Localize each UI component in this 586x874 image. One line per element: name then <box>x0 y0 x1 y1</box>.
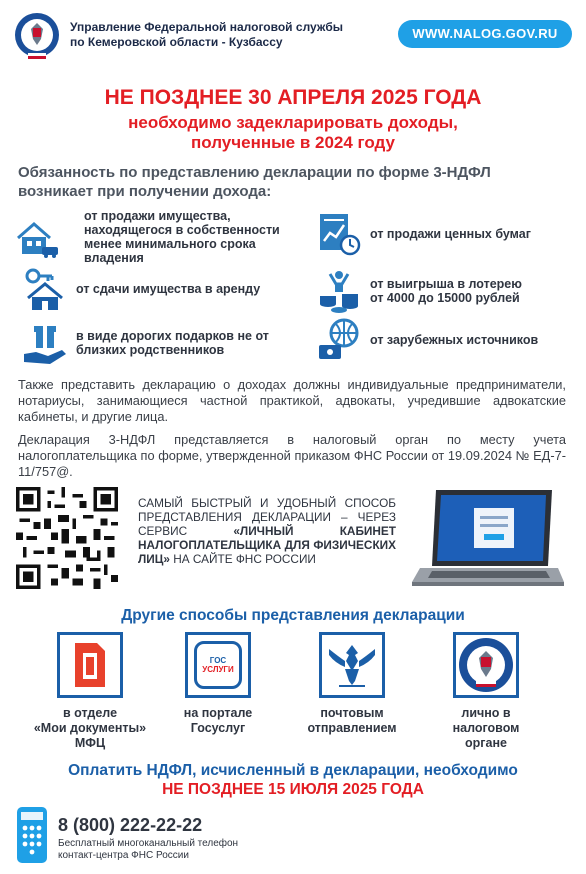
way-logo-box <box>185 632 251 698</box>
contact-phone[interactable]: 8 (800) 222-22-22 <box>58 815 203 835</box>
way-tax-office[interactable] <box>424 632 548 751</box>
gift-hand-icon <box>22 320 68 366</box>
way-label-line: органе <box>465 736 507 750</box>
site-link-button[interactable]: WWW.NALOG.GOV.RU <box>398 20 572 48</box>
income-text <box>370 277 522 305</box>
income-foreign <box>316 317 538 363</box>
income-text-line: от продажи ценных бумаг <box>370 227 531 241</box>
way-label <box>424 706 548 751</box>
income-text-line: от выигрыша в лотерею <box>370 277 522 291</box>
way-label-line: МФЦ <box>74 736 106 750</box>
form-paragraph: Декларация 3-НДФЛ представляется в налоговый орган по месту учета налогоплательщика по форме, утвержденной приказом ФНС России от 19.09.2024 № ЕД-7-11/757@. <box>18 432 566 479</box>
way-label-line: лично в <box>461 706 511 720</box>
way-label-line: на портале <box>183 706 253 720</box>
org-name-line: Управление Федеральной налоговой службы <box>70 20 344 34</box>
income-text-line: от продажи имущества, <box>84 209 231 223</box>
way-label-line: «Мои документы» <box>33 721 147 735</box>
income-securities <box>316 211 531 257</box>
duty-heading-line: Обязанность по представлению декларации по форме 3-НДФЛ <box>18 164 491 181</box>
gosuslugi-logo-text: УСЛУГИ <box>202 665 234 674</box>
way-label-line: почтовым <box>320 706 384 720</box>
income-text-line: менее минимального срока <box>84 237 256 251</box>
income-property-sale <box>14 209 280 265</box>
income-text-line: владения <box>84 251 144 265</box>
way-mfc[interactable] <box>28 632 152 751</box>
income-text <box>370 333 538 347</box>
income-text-line: близких родственников <box>76 343 225 357</box>
income-text-line: в виде дорогих подарков не от <box>76 329 269 343</box>
income-rent <box>22 266 260 312</box>
service-text: НА САЙТЕ ФНС РОССИИ <box>169 552 316 566</box>
income-text <box>370 227 531 241</box>
deadline-subtitle-line: необходимо задекларировать доходы, <box>128 113 458 132</box>
contact-description-line: контакт-центра ФНС России <box>58 850 189 861</box>
service-text: САМЫЙ БЫСТРЫЙ И УДОБНЫЙ СПОСОБ ПРЕДСТАВЛЕНИЯ ДЕКЛАРАЦИИ – ЧЕРЕЗ СЕРВИС <box>138 496 396 538</box>
payment-note: Оплатить НДФЛ, исчисленный в декларации, необходимо <box>68 762 518 779</box>
phone-icon <box>16 806 48 864</box>
way-logo-box <box>319 632 385 698</box>
payment-deadline: НЕ ПОЗДНЕЕ 15 ИЮЛЯ 2025 ГОДА <box>162 781 424 798</box>
income-text <box>84 209 280 265</box>
fns-emblem-icon <box>14 12 60 60</box>
way-label <box>28 706 152 751</box>
income-gifts <box>22 320 269 366</box>
income-text-line: от зарубежных источников <box>370 333 539 347</box>
duty-heading <box>18 163 578 201</box>
way-label-line: в отделе <box>62 706 118 720</box>
way-label-line: Госуслуг <box>190 721 246 735</box>
way-logo-box <box>57 632 123 698</box>
deadline-subtitle <box>0 113 586 153</box>
contact-description <box>58 838 238 862</box>
lottery-winner-icon <box>316 268 362 314</box>
gosuslugi-logo-icon <box>194 641 242 689</box>
qr-code-icon[interactable] <box>16 487 118 589</box>
my-documents-logo-icon <box>67 639 113 691</box>
income-text-line: от сдачи имущества в аренду <box>76 282 261 296</box>
globe-money-icon <box>316 317 362 363</box>
org-name <box>70 20 343 50</box>
way-logo-box <box>453 632 519 698</box>
also-paragraph: Также представить декларацию о доходах должны индивидуальные предприниматели, нотариусы, занимающиеся частной практикой, адвокаты, учредившие адвокатские кабинеты, и другие лица. <box>18 377 566 424</box>
service-description <box>138 496 396 566</box>
key-house-icon <box>22 266 68 312</box>
income-text <box>76 282 260 296</box>
way-gosuslugi[interactable] <box>156 632 280 736</box>
contact-description-line: Бесплатный многоканальный телефон <box>58 838 239 849</box>
deadline-subtitle-line: полученные в 2024 году <box>191 133 395 152</box>
service-name[interactable]: «ЛИЧНЫЙ КАБИНЕТ НАЛОГОПЛАТЕЛЬЩИКА ДЛЯ ФИЗИЧЕСКИХ ЛИЦ» <box>138 524 397 566</box>
way-label <box>290 706 414 736</box>
way-label-line: налоговом <box>452 721 520 735</box>
deadline-title: НЕ ПОЗДНЕЕ 30 АПРЕЛЯ 2025 ГОДА <box>104 86 482 109</box>
way-label <box>156 706 280 736</box>
house-car-icon <box>14 214 60 260</box>
russian-post-eagle-icon <box>325 641 379 689</box>
org-name-line: по Кемеровской области - Кузбассу <box>70 35 283 49</box>
duty-heading-line: возникает при получении дохода: <box>18 183 272 200</box>
laptop-icon <box>412 486 564 590</box>
fns-seal-icon <box>458 637 514 693</box>
way-label-line: отправлением <box>307 721 397 735</box>
header <box>14 10 574 62</box>
income-text <box>76 329 269 357</box>
gosuslugi-logo-text: ГОС <box>209 656 227 665</box>
way-post[interactable] <box>290 632 414 736</box>
income-lottery <box>316 268 522 314</box>
income-text-line: от 4000 до 15000 рублей <box>370 291 520 305</box>
income-text-line: находящегося в собственности <box>84 223 280 237</box>
securities-chart-icon <box>316 211 362 257</box>
other-ways-title: Другие способы представления декларации <box>121 607 465 624</box>
